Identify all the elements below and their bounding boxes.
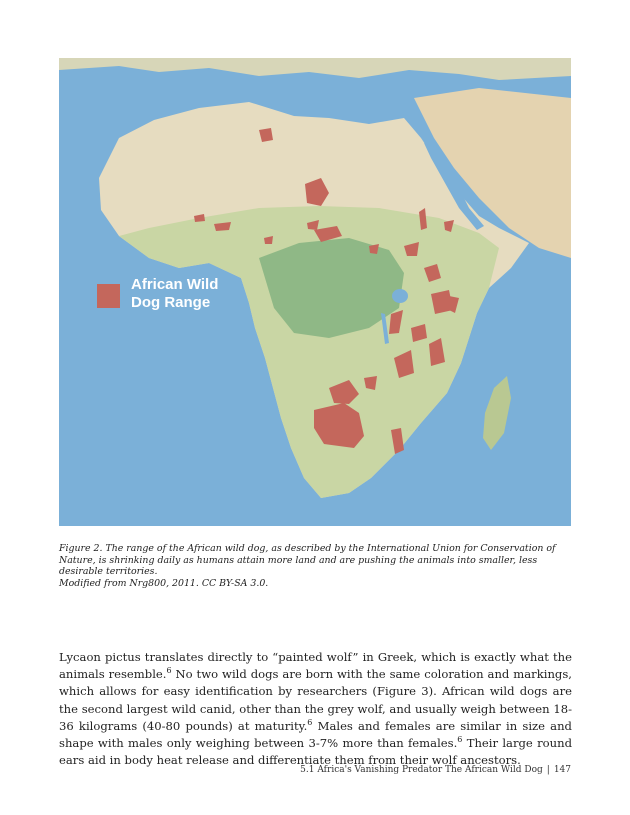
legend-label-line1: African Wild bbox=[131, 276, 219, 293]
lake-victoria bbox=[392, 289, 408, 303]
sentence: Their large round ears aid in body heat release and differentiate them from their wolf ancestors. bbox=[59, 736, 572, 768]
page-number: 147 bbox=[553, 765, 571, 775]
caption-credit: Modified from Nrg800, 2011. CC BY-SA 3.0. bbox=[59, 577, 269, 589]
legend-swatch bbox=[97, 284, 120, 308]
figure-caption bbox=[59, 543, 574, 589]
legend-label-line2: Dog Range bbox=[131, 294, 211, 311]
reference-superscript: 6 bbox=[166, 666, 172, 676]
caption-text: Figure 2. The range of the African wild dog, as described by the International Union for Conservation of Nature, is shrinking daily as humans attain more land and are pushing the animals into smaller, less desirable territories. bbox=[59, 543, 556, 577]
sentence: Lycaon pictus translates directly to “painted wolf” in Greek, which is exactly what the animals resemble. bbox=[59, 650, 572, 682]
sentence: No two wild dogs are born with the same coloration and markings, which allows for easy identification by researchers (Figure 3). African wild dogs are the second largest wild canid, other than the grey wolf, and usually weigh between 18-36 kilograms (40-80 pounds) at maturity. bbox=[59, 667, 572, 733]
page-footer bbox=[300, 765, 571, 775]
map-legend bbox=[131, 276, 271, 312]
reference-superscript: 6 bbox=[307, 717, 313, 727]
africa-range-map bbox=[59, 58, 571, 526]
body-paragraph bbox=[59, 649, 572, 769]
footer-section-title: 5.1 Africa's Vanishing Predator The African Wild Dog bbox=[300, 765, 543, 775]
sentence: Males and females are similar in size and shape with males only weighing between 3-7% more than females. bbox=[59, 718, 572, 751]
reference-superscript: 6 bbox=[457, 735, 463, 745]
footer-separator: | bbox=[546, 765, 550, 775]
